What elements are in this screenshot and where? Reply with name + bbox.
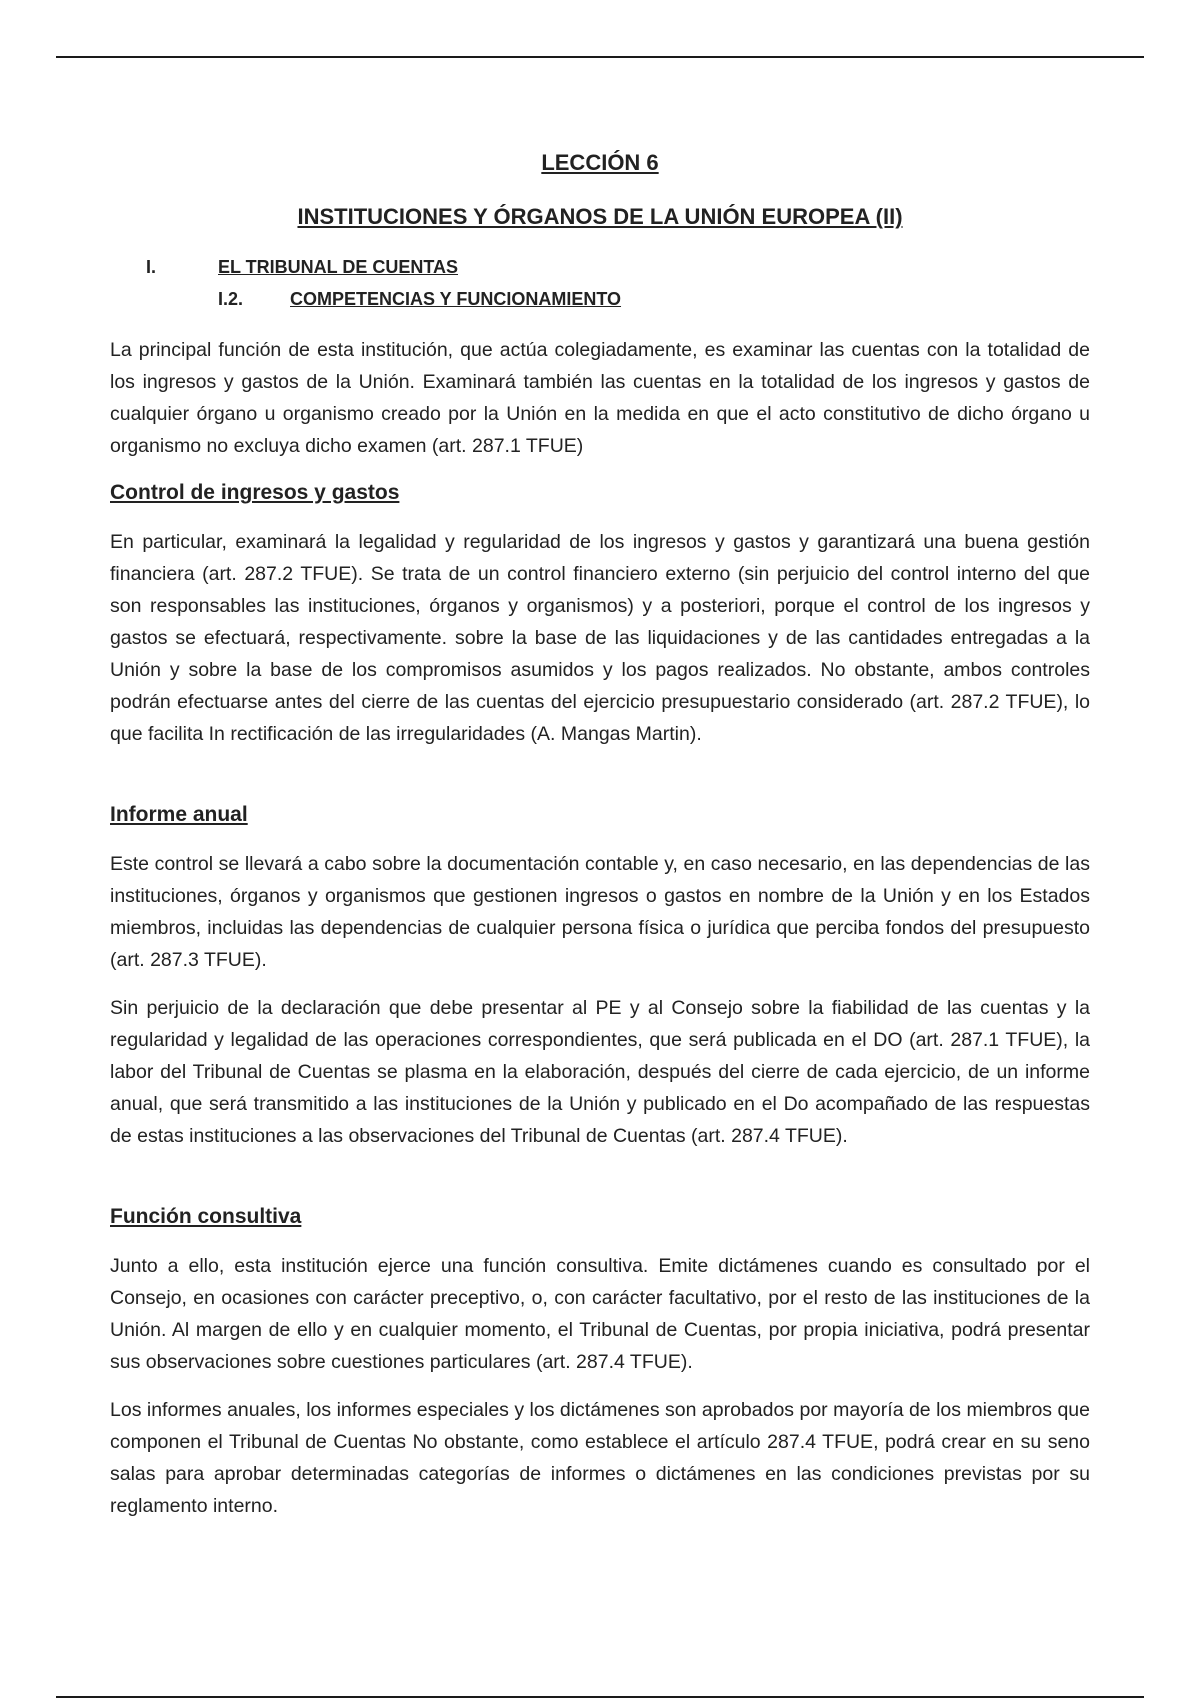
- outline-label: EL TRIBUNAL DE CUENTAS: [218, 257, 459, 277]
- section-paragraph: Los informes anuales, los informes especiales y los dictámenes son aprobados por mayoría de los miembros que componen el Tribunal de Cuentas No obstante, como establece el artículo 287.4 TFUE, podrá crear en su seno salas para aprobar determinadas categorías de informes o dictámenes en las condiciones previstas por su reglamento interno.: [110, 1399, 1090, 1517]
- intro-paragraph: La principal función de esta institución, que actúa colegiadamente, es examinar las cuentas con la totalidad de los ingresos y gastos de la Unión. Examinará también las cuentas en la totalidad de los ingresos y gastos de cualquier órgano u organismo creado por la Unión en la medida en que el acto constitutivo de dicho órgano u organismo no excluya dicho examen (art. 287.1 TFUE): [110, 339, 1090, 457]
- outline-number: I.: [146, 257, 157, 277]
- section-heading-informe: Informe anual: [110, 803, 248, 826]
- footer-rule: [56, 1696, 1144, 1698]
- outline-number: I.2.: [218, 289, 244, 309]
- header-rule: [56, 56, 1144, 58]
- section-paragraph: Este control se llevará a cabo sobre la documentación contable y, en caso necesario, en las dependencias de las instituciones, órganos y organismos que gestionen ingresos o gastos en nombre de la Unión y en los Estados miembros, incluidas las dependencias de cualquier persona física o jurídica que perciba fondos del presupuesto (art. 287.3 TFUE).: [110, 853, 1090, 971]
- outline-item-level-2: [218, 288, 621, 310]
- section-paragraph: Sin perjuicio de la declaración que debe presentar al PE y al Consejo sobre la fiabilidad de las cuentas y la regularidad y legalidad de las operaciones correspondientes, que será publicada en el DO (art. 287.1 TFUE), la labor del Tribunal de Cuentas se plasma en la elaboración, después del cierre de cada ejercicio, de un informe anual, que será transmitido a las instituciones de la Unión y publicado en el Do acompañado de las respuestas de estas instituciones a las observaciones del Tribunal de Cuentas (art. 287.4 TFUE).: [110, 997, 1090, 1147]
- section-paragraph: En particular, examinará la legalidad y regularidad de los ingresos y gastos y garantizará una buena gestión financiera (art. 287.2 TFUE). Se trata de un control financiero externo (sin perjuicio del control interno del que son responsables las instituciones, órganos y organismos) y a posteriori, porque el control de los ingresos y gastos se efectuará, respectivamente. sobre la base de las liquidaciones y de las cantidades entregadas a la Unión y sobre la base de los compromisos asumidos y los pagos realizados. No obstante, ambos controles podrán efectuarse antes del cierre de las cuentas del ejercicio presupuestario considerado (art. 287.2 TFUE), lo que facilita In rectificación de las irregularidades (A. Mangas Martin).: [110, 531, 1090, 745]
- section-heading-control: Control de ingresos y gastos: [110, 481, 400, 504]
- outline-item-level-1: [146, 256, 458, 278]
- outline-label: COMPETENCIAS Y FUNCIONAMIENTO: [290, 289, 622, 309]
- section-paragraph: Junto a ello, esta institución ejerce una función consultiva. Emite dictámenes cuando es consultado por el Consejo, en ocasiones con carácter preceptivo, o, con carácter facultativo, por el resto de las instituciones de la Unión. Al margen de ello y en cualquier momento, el Tribunal de Cuentas, por propia iniciativa, podrá presentar sus observaciones sobre cuestiones particulares (art. 287.4 TFUE).: [110, 1255, 1090, 1373]
- lesson-subtitle: INSTITUCIONES Y ÓRGANOS DE LA UNIÓN EUROPEA (II): [297, 204, 903, 229]
- section-heading-consultiva: Función consultiva: [110, 1205, 302, 1228]
- lesson-title: LECCIÓN 6: [541, 150, 659, 175]
